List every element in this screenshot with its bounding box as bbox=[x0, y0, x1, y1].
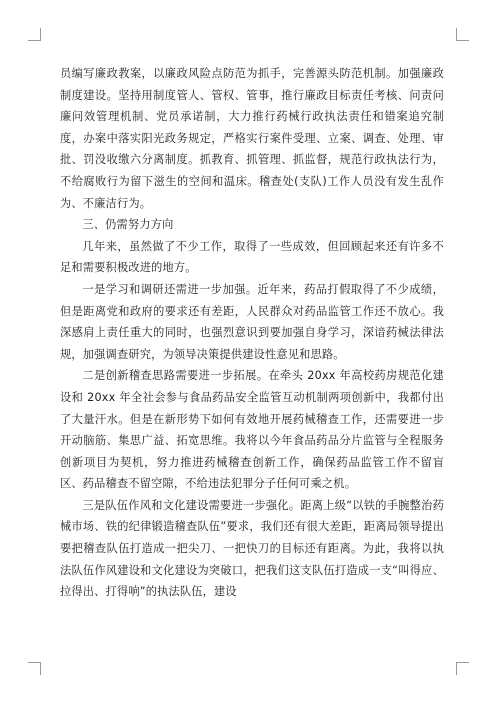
paragraph-study-research: 一是学习和调研还需进一步加强。近年来，药品打假取得了不少成绩，但是距离党和政府的要求还有差距，人民群众对药品监管工作还不放心。我深感肩上责任重大的同时，也强烈意识到要加强自身学习，深谙药械法律法规，加强调查研究，为领导决策提供建设性意见和思路。 bbox=[60, 282, 444, 361]
crop-mark-bottom-right bbox=[456, 662, 469, 675]
paragraph-shortcomings-intro: 几年来，虽然做了不少工作，取得了一些成效，但回顾起来还有许多不足和需要积极改进的地方。 bbox=[60, 239, 444, 275]
paragraph-team-culture: 三是队伍作风和文化建设需要进一步强化。距离上级“以铁的手腕整治药械市场、铁的纪律锻造稽查队伍”要求，我们还有很大差距，距离局领导提出要把稽查队伍打造成一把尖刀、一把快刀的目标还有距离。为此，我将以执法队伍作风建设和文化建设为突破口，把我们这支队伍打造成一支“叫得应、拉得出、打得响”的执法队伍，建设 bbox=[60, 498, 444, 599]
crop-mark-top-left bbox=[28, 28, 41, 41]
crop-mark-bottom-left bbox=[28, 662, 41, 675]
document-body bbox=[60, 63, 444, 603]
section-heading-future-direction: 三、仍需努力方向 bbox=[82, 218, 174, 232]
crop-mark-top-right bbox=[456, 28, 469, 41]
paragraph-innovation: 二是创新稽查思路需要进一步拓展。在牵头 20xx 年高校药房规范化建设和 20xx 年全社会参与食品药品安全监管互动机制两项创新中，我都付出了大量汗水。但是在新形势下如何有效地开展药械稽查工作，还需要进一步开动脑筋、集思广益、拓宽思维。我将以今年食品药品分片监管与全程服务创新项目为契机，努力推进药械稽查创新工作，确保药品监管工作不留盲区、药品稽查不留空隙，不给违法犯罪分子任何可乘之机。 bbox=[60, 369, 444, 491]
paragraph-integrity-system: 员编写廉政教案，以廉政风险点防范为抓手，完善源头防范机制。加强廉政制度建设。坚持用制度管人、管权、管事，推行廉政目标责任考核、问责问廉问效管理机制、党员承诺制，大力推行药械行政执法责任和错案追究制度，办案中落实阳光政务规定，严格实行案件受理、立案、调查、处理、审批、罚没收缴六分离制度。抓教育、抓管理、抓监督，规范行政执法行为，不给腐败行为留下滋生的空间和温床。稽查处(支队)工作人员没有发生乱作为、不廉洁行为。 bbox=[60, 67, 444, 210]
